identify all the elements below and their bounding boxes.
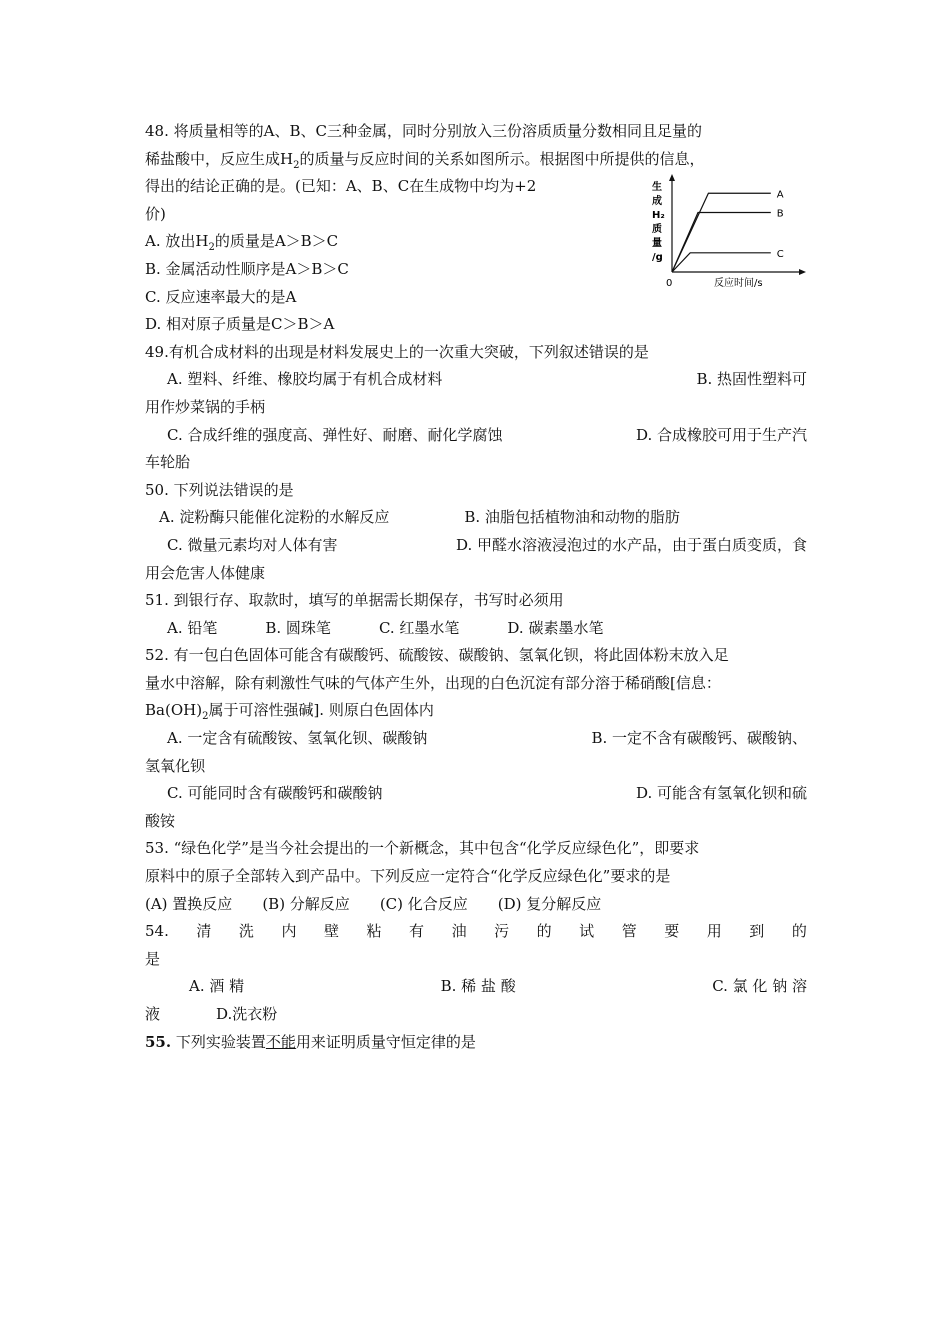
q54-stem-char: 内: [281, 922, 297, 941]
q49-option-d-cont: 车轮胎: [145, 453, 191, 472]
q49-option-c: C. 合成纤维的强度高、弹性好、耐磨、耐化学腐蚀: [167, 425, 503, 444]
y-axis-label-char: 生: [652, 182, 662, 193]
q53-option-c: (C) 化合反应: [379, 894, 468, 913]
y-axis-label-char: 质: [652, 224, 662, 235]
q54-stem-char: 的: [791, 922, 807, 941]
x-axis-arrow: [799, 269, 806, 275]
q54-stem-line2: 是: [145, 949, 161, 968]
q55-emphasis: 不能: [265, 1032, 296, 1051]
y-axis-label: [652, 180, 665, 263]
y-axis-label-char: 量: [652, 238, 662, 249]
x-axis-label: 反应时间/s: [714, 278, 763, 289]
q51-stem: 51. 到银行存、取款时，填写的单据需长期保存，书写时必须用: [145, 591, 564, 610]
q52-stem-line3: $Ba(OH)_2$属于可溶性强碱]. 则原白色固体内: [145, 701, 434, 723]
q51-option-d: D. 碳素墨水笔: [507, 618, 604, 637]
q48-reaction-chart: [644, 172, 814, 292]
q50-option-d: D. 甲醛水溶液浸泡过的水产品，由于蛋白质变质，食: [455, 535, 807, 554]
q54-option-d: D.洗衣粉: [216, 1005, 278, 1023]
y-axis-label-char: /g: [652, 252, 663, 263]
q49-options-cd: [145, 422, 807, 450]
q53-stem-line2: 原料中的原子全部转入到产品中。下列反应一定符合“化学反应绿色化”要求的是: [145, 867, 671, 886]
q54-stem-char: 粘: [366, 922, 382, 941]
q48-stem-line3: 得出的结论正确的是。(已知：A、B、C在生成物中均为+2: [145, 177, 537, 196]
q51-option-a: A. 铅笔: [167, 618, 218, 637]
series-line-b: [672, 212, 771, 272]
y-axis-arrow: [669, 174, 675, 181]
y-axis-label-char: H₂: [652, 210, 665, 221]
q48-option-b: B. 金属活动性顺序是A＞B＞C: [145, 259, 349, 278]
q49-stem: 49.有机合成材料的出现是材料发展史上的一次重大突破，下列叙述错误的是: [145, 342, 649, 361]
q51-options: [145, 615, 807, 643]
q53-options: [145, 891, 807, 919]
q52-option-d: D. 可能含有氢氧化钡和硫: [635, 784, 807, 803]
q53-option-a: (A) 置换反应: [145, 894, 233, 913]
q48-option-d: D. 相对原子质量是C＞B＞A: [145, 315, 335, 334]
q54-stem-char: 要: [664, 922, 680, 941]
q54-option-c-cont: 液: [145, 1005, 161, 1023]
q48-option-a: A. 放出$H_2$的质量是A＞B＞C: [145, 232, 339, 254]
q50-stem: 50. 下列说法错误的是: [145, 480, 294, 499]
q54-stem-char: 污: [494, 922, 510, 941]
q54-option-b: B. 稀 盐 酸: [440, 977, 516, 996]
q48-stem-line2: 稀盐酸中，反应生成$H_2$的质量与反应时间的关系如图所示。根据图中所提供的信息，: [145, 149, 705, 171]
q55-number: 55.: [145, 1032, 172, 1051]
q49-option-d: D. 合成橡胶可用于生产汽: [635, 425, 807, 444]
y-axis-label-char: 成: [652, 196, 662, 207]
q54-stem-char: 的: [536, 922, 552, 941]
origin-label: 0: [666, 278, 673, 289]
q48-stem-line1: 48. 将质量相等的A、B、C三种金属，同时分别放入三份溶质质量分数相同且足量的: [145, 122, 702, 140]
q53-stem-line1: 53. “绿色化学”是当今社会提出的一个新概念，其中包含“化学反应绿色化”，即要求: [145, 839, 700, 858]
q52-stem-line1: 52. 有一包白色固体可能含有碳酸钙、硫酸铵、碳酸钠、氢氧化钡，将此固体粉末放入足: [145, 646, 729, 665]
q54-options-d-line: [145, 1001, 807, 1029]
q52-option-a: A. 一定含有硫酸铵、氢氧化钡、碳酸钠: [167, 729, 428, 748]
q53-option-b: (B) 分解反应: [262, 894, 350, 913]
q52-option-b: B. 一定不含有碳酸钙、碳酸钠、: [591, 729, 807, 748]
q49-option-a: A. 塑料、纤维、橡胶均属于有机合成材料: [167, 370, 443, 389]
series-line-a: [672, 193, 771, 272]
q49-option-b-cont: 用作炒菜锅的手柄: [145, 397, 266, 416]
q54-stem-char: 到: [749, 922, 765, 941]
q52-stem-line2: 量水中溶解，除有刺激性气味的气体产生外，出现的白色沉淀有部分溶于稀硝酸[信息：: [145, 673, 721, 692]
q50-option-b: B. 油脂包括植物油和动物的脂肪: [464, 508, 680, 527]
series-lines: [672, 189, 784, 272]
q54-stem-char: 管: [621, 922, 637, 941]
q51-option-b: B. 圆珠笔: [265, 618, 331, 637]
series-label-c: C: [776, 248, 784, 260]
series-line-c: [672, 253, 771, 272]
q52-options-ab: [145, 725, 807, 753]
q54-stem-char: 洗: [238, 922, 254, 941]
q50-option-c: C. 微量元素均对人体有害: [167, 535, 338, 554]
q54-options-abc: [145, 973, 807, 1001]
q54-stem-char: 试: [579, 922, 595, 941]
q50-options-cd: [145, 532, 807, 560]
q54-stem-char: 壁: [323, 922, 339, 941]
q52-option-c: C. 可能同时含有碳酸钙和碳酸钠: [167, 784, 383, 803]
q54-stem-char: 54.: [145, 922, 169, 941]
q50-options-ab: [145, 504, 807, 532]
q53-option-d: (D) 复分解反应: [497, 894, 602, 913]
q51-option-c: C. 红墨水笔: [378, 618, 460, 637]
q50-option-a: A. 淀粉酶只能催化淀粉的水解反应: [159, 508, 390, 527]
q54-stem-char: 油: [451, 922, 467, 941]
series-label-a: A: [776, 189, 784, 201]
q55-stem: 55. 下列实验装置不能用来证明质量守恒定律的是: [145, 1032, 476, 1051]
q54-option-c: C. 氯 化 钠 溶: [712, 977, 807, 996]
q54-option-a: A. 酒 精: [189, 977, 245, 996]
q49-option-b: B. 热固性塑料可: [696, 370, 807, 389]
q48-option-c: C. 反应速率最大的是A: [145, 287, 297, 306]
q48-stem-line4: 价): [145, 204, 166, 223]
q52-option-d-cont: 酸铵: [145, 811, 176, 830]
q54-stem-char: 清: [196, 922, 212, 941]
q49-options-ab: [145, 366, 807, 394]
q50-option-d-cont: 用会危害人体健康: [145, 563, 266, 582]
q54-stem-line1: [145, 918, 807, 946]
q54-stem-char: 用: [706, 922, 722, 941]
q54-stem-char: 有: [409, 922, 425, 941]
q52-option-b-cont: 氢氧化钡: [145, 756, 206, 775]
q52-options-cd: [145, 780, 807, 808]
series-label-b: B: [776, 208, 784, 220]
